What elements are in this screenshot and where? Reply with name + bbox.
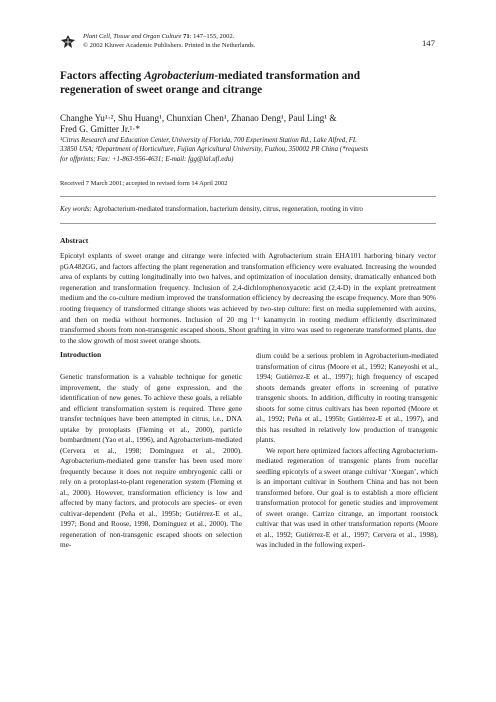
authors-line-2: Fred G. Gmitter Jr.¹·* [60,124,141,135]
title-part: Factors affecting [60,70,145,82]
journal-name: Plant Cell, Tissue and Organ Culture [83,33,182,40]
divider [60,196,436,197]
affiliation-line: 33850 USA; ²Department of Horticulture, Fujian Agricultural University, Fuzhou, 350002 PR China (*requests [60,146,369,154]
keywords-text: Agrobacterium-mediated transformation, bacterium density, citrus, regeneration, rooting in vitro [91,205,363,213]
paragraph: We report here optimized factors affecting Agrobacterium-mediated regeneration of transgenic plants from nucellar seedling epicotyls of a sweet orange cultivar ‘Xuegan’, which is an important cultivar in Southern China and has not been transformed before. Our goal is to establish a more efficient transformation protocol for genetic studies and improvement of sweet orange. Carrizo citrange, an important rootstock cultivar that was used in other transformation reports (Moore et al., 1992; Gutiérrez-E et al., 1997; Cervera et al., 1998), was included in the following experi- [256,445,438,549]
journal-pages: : 147–155, 2002. [189,33,235,40]
publisher-logo-icon [60,34,76,50]
abstract-heading: Abstract [60,236,89,245]
left-column [60,372,242,551]
paragraph: dium could be a serious problem in Agrobacterium-mediated transformation of citrus (Moore et al., 1992; Kaneyoshi et al., 1994; Gutiérrez-E et al., 1997); high frequency of escaped shoots demands greater efforts in screening of putative transgenic shoots. In addition, difficulty in rooting transgenic shoots for some citrus cultivars has been reported (Moore et al., 1992; Peña et al., 1995b; Gutiérrez-E et al., 1997), and this has resulted in relatively low production of transgenic plants. [256,351,438,444]
article-title [60,69,440,97]
title-italic: Agrobacterium [144,70,215,82]
page-number: 147 [422,38,435,48]
copyright-line: © 2002 Kluwer Academic Publishers. Printed in the Netherlands. [83,41,256,49]
divider [60,334,436,335]
author-list [60,113,440,135]
introduction-heading: Introduction [60,350,102,359]
authors-line-1: Changhe Yu¹·², Shu Huang¹, Chunxian Chen¹, Zhanao Deng¹, Paul Ling¹ & [60,113,337,123]
affiliations [60,136,450,164]
paragraph: Genetic transformation is a valuable technique for genetic improvement, the study of gene expression, and the identification of new genes. To achieve these goals, a reliable and efficient transformation system is required. Three gene transfer techniques have been attempted in citrus, i.e., DNA uptake by protoplasts (Fleming et al., 2000), particle bombardment (Yao et al., 1996), and Agrobacterium-mediated (Cervera et al., 1998; Domínguez et al., 2000). Agrobacterium-mediated gene transfer has been used more frequently because it does not require embryogenic calli or rely on a protoplast-to-plant regeneration system (Fleming et al., 2000). However, transformation efficiency is low and affected by many factors, and protocols are species- or even cultivar-dependent (Peña et al., 1995b; Gutiérrez-E et al., 1997; Bond and Roose, 1998, Domínguez et al., 2000). The regeneration of non-transgenic escaped shoots on selection me- [60,372,242,549]
right-column [256,351,438,551]
divider [60,223,436,224]
title-line-2: regeneration of sweet orange and citrange [60,84,263,97]
abstract-text: Epicotyl explants of sweet orange and citrange were infected with Agrobacterium strain EHA101 harboring binary vector pGA482GG, and factors affecting the plant regeneration and transformation efficiency were evaluated. Increasing the wounded area of explants by cutting longitudinally into two halves, and optimization of inoculation density, dramatically enhanced both regeneration and transformation frequency. Inclusion of 2,4-dichlorophenoxyacetic acid (2,4-D) in the explant pretreatment medium and the co-culture medium improved the transformation efficiency by decreasing the escape frequency. More than 90% rooting frequency of transformed citrange shoots was achieved by two-step culture: first on media supplemented with auxins, and then on media without hormones. Inclusion of 20 mg l⁻¹ kanamycin in rooting medium efficiently discriminated transformed shoots from non-transgenic escaped shoots. Shoot grafting in vitro was used to regenerate transformed plants, due to the slow growth of most sweet orange shoots. [60,251,436,345]
title-part: -mediated transformation and [214,70,360,82]
received-dates: Received 7 March 2001; accepted in revised form 14 April 2002 [60,180,228,187]
journal-citation [83,33,255,50]
affiliation-line: ¹Citrus Research and Education Center, University of Florida, 700 Experiment Station Rd., Lake Alfred, FL [60,137,357,144]
journal-volume: 71 [183,33,190,40]
affiliation-line: for offprints; Fax: +1-863-956-4631; E-mail: fgg@lal.ufl.edu) [60,155,234,163]
keywords-label: Key words: [60,205,92,213]
keywords [60,205,440,213]
